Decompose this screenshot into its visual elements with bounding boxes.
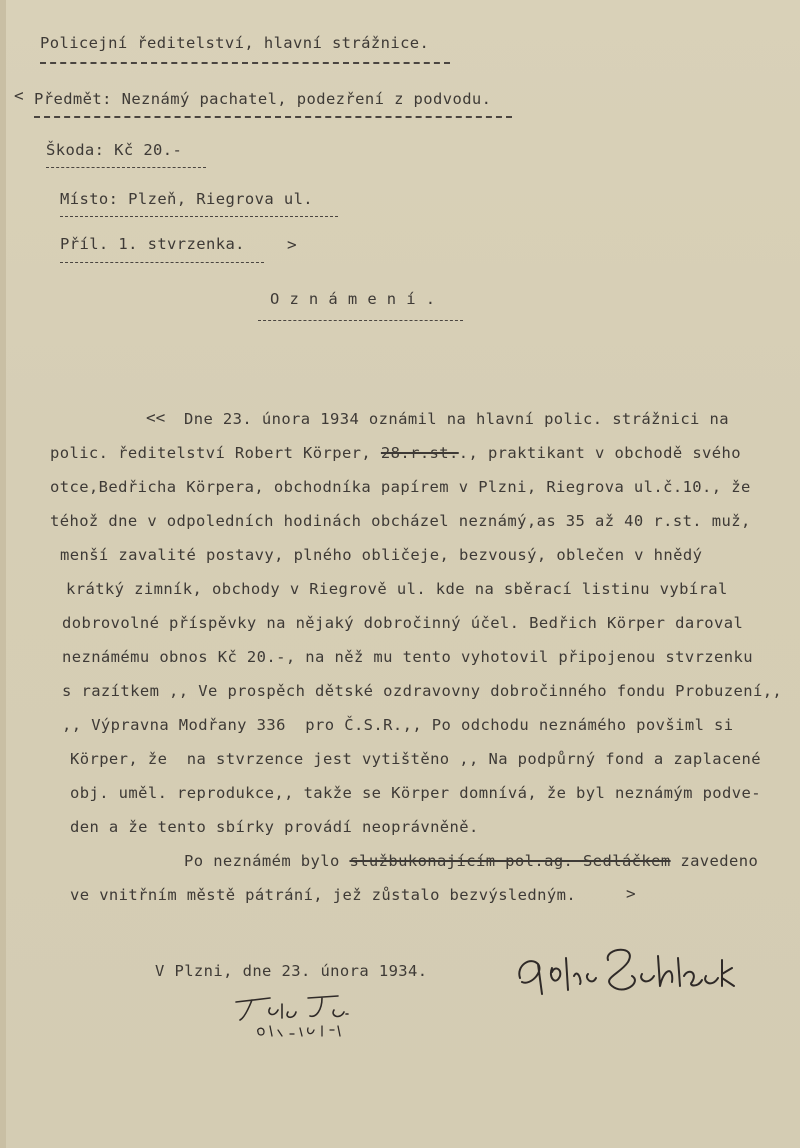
document-title: O z n á m e n í . [270,290,436,308]
body-line-2 [50,444,741,462]
body-line-7: dobrovolné příspěvky na nějaký dobročinný účel. Bedřich Körper daroval [62,614,744,632]
signature-sedlacek [508,938,748,1008]
body-line-1: Dne 23. února 1934 oznámil na hlavní polic. strážnici na [184,410,729,428]
subject-line: Předmět: Neznámý pachatel, podezření z podvodu. [34,90,492,108]
left-arrow-mark: < [14,86,24,105]
attachment-line: Příl. 1. stvrzenka. [60,235,245,253]
body-line-13: den a že tento sbírky provádí neoprávněně. [70,818,479,836]
body-p2-line-2: ve vnitřním městě pátrání, jež zůstalo bezvýsledným. [70,886,577,904]
p2-start: Po neznámém bylo [184,852,340,870]
body-line-12: obj. uměl. reprodukce,, takže se Körper domnívá, že byl neznámým podve- [70,784,761,802]
body-line-11: Körper, že na stvrzence jest vytištěno ,, Na podpůrný fond a zaplacené [70,750,761,768]
office-underline [40,62,450,64]
place-underline [60,216,338,217]
end-mark: > [626,884,636,903]
body-p2-line-1 [184,852,758,870]
body-line-3: otce,Bedřicha Körpera, obchodníka papírem v Plzni, Riegrova ul.č.10., že [50,478,751,496]
signature-fiala [230,990,370,1046]
p2-end: zavedeno [680,852,759,870]
place-date-line: V Plzni, dne 23. února 1934. [155,962,428,980]
office-line: Policejní ředitelství, hlavní strážnice. [40,34,430,52]
body-line-8: neznámému obnos Kč 20.-, na něž mu tento vyhotovil připojenou stvrzenku [62,648,753,666]
place-line: Místo: Plzeň, Riegrova ul. [60,190,314,208]
body-line-10: ,, Výpravna Modřany 336 pro Č.S.R.,, Po odchodu neznámého povšiml si [62,716,734,734]
body-line-9: s razítkem ,, Ve prospěch dětské ozdravovny dobročinného fondu Probuzení,, [62,682,783,700]
body-line-4: téhož dne v odpoledních hodinách obcházel neznámý,as 35 až 40 r.st. muž, [50,512,751,530]
body-line-2-start: polic. ředitelství Robert Körper, [50,444,372,462]
struck-age: 28.r.st. [380,444,459,462]
body-line-2-rest: ., praktikant v obchodě svého [458,444,741,462]
body-line-6: krátký zimník, obchody v Riegrově ul. kde na sběrací listinu vybíral [66,580,728,598]
right-arrow-mark: > [287,235,297,254]
title-underline [258,320,463,321]
subject-underline [34,116,512,118]
attachment-underline [60,262,264,263]
struck-officer: službukonajícím pol.ag. Sedláčkem [349,852,671,870]
page-edge [0,0,6,1148]
paragraph-mark: << [146,408,166,427]
damage-line: Škoda: Kč 20.- [46,141,183,159]
body-line-5: menší zavalité postavy, plného obličeje, bezvousý, oblečen v hnědý [60,546,703,564]
damage-underline [46,167,206,168]
